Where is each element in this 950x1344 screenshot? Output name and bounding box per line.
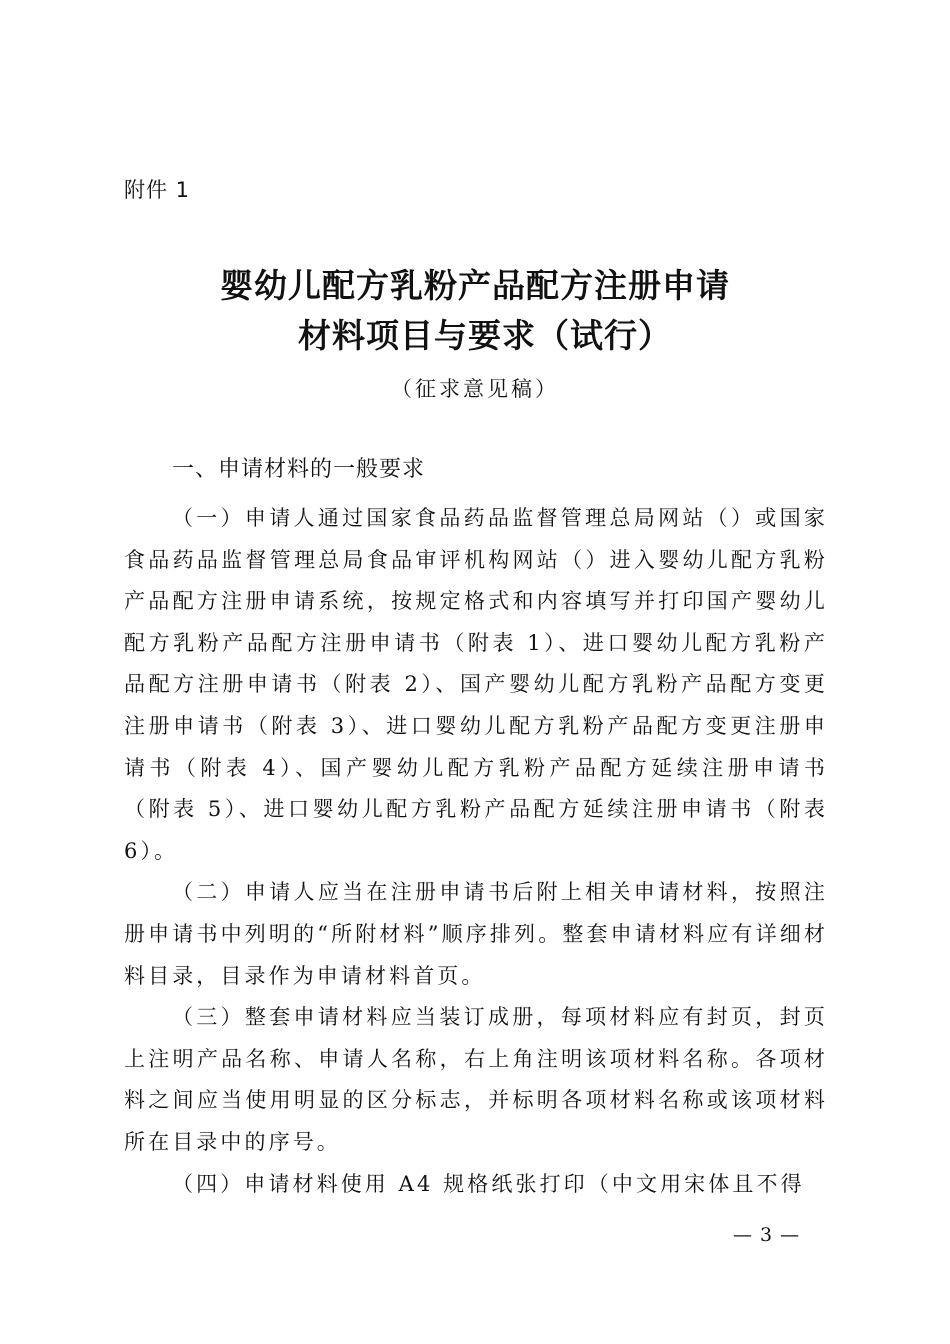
page-number: — 3 — xyxy=(733,1224,801,1246)
document-subtitle: （征求意见稿） xyxy=(391,377,559,401)
section-body xyxy=(124,498,828,1205)
section-heading: 一、申请材料的一般要求 xyxy=(172,457,426,482)
document-title-line-2: 材料项目与要求（试行） xyxy=(298,316,672,355)
attachment-label: 附件 1 xyxy=(124,178,191,202)
paragraph-4: （四）申请材料使用 A4 规格纸张打印（中文用宋体且不得 xyxy=(172,1171,805,1196)
paragraph-3: （三）整套申请材料应当装订成册，每项材料应有封页，封页上注明产品名称、申请人名称，右上角注明该项材料名称。各项材料之间应当使用明显的区分标志，并标明各项材料名称或该项材料所在目录中的序号。 xyxy=(124,1005,828,1154)
document-title-line-1: 婴幼儿配方乳粉产品配方注册申请 xyxy=(220,266,730,305)
paragraph-1: （一）申请人通过国家食品药品监督管理总局网站（）或国家食品药品监督管理总局食品审评机构网站（）进入婴幼儿配方乳粉产品配方注册申请系统，按规定格式和内容填写并打印国产婴幼儿配方乳粉产品配方注册申请书（附表 1）、进口婴幼儿配方乳粉产品配方注册申请书（附表 2）、国产婴幼儿配方乳粉产品配方变更注册申请书（附表 3）、进口婴幼儿配方乳粉产品配方变更注册申请书（附表 4）、国产婴幼儿配方乳粉产品配方延续注册申请书（附表 5）、进口婴幼儿配方乳粉产品配方延续注册申请书（附表 6）。 xyxy=(124,506,828,863)
paragraph-2: （二）申请人应当在注册申请书后附上相关申请材料，按照注册申请书中列明的“所附材料”顺序排列。整套申请材料应有详细材料目录，目录作为申请材料首页。 xyxy=(124,880,828,988)
